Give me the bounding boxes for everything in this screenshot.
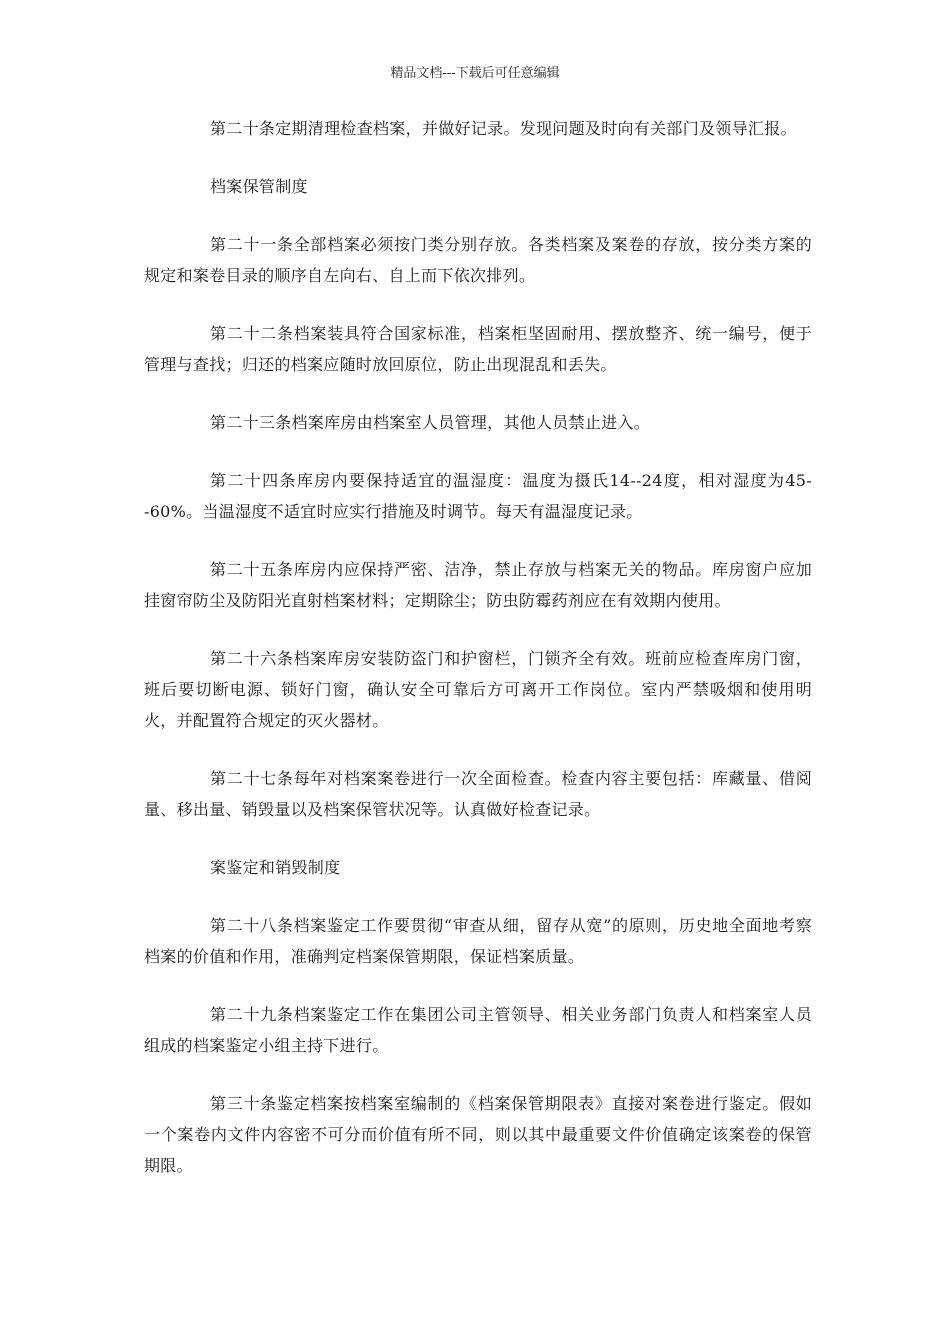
paragraph-article-26: 第二十六条档案库房安装防盗门和护窗栏，门锁齐全有效。班前应检查库房门窗，班后要切断电源、锁好门窗，确认安全可靠后方可离开工作岗位。室内严禁吸烟和使用明火，并配置符合规定的灭火器材。	[144, 649, 812, 730]
document-body	[144, 113, 812, 1208]
paragraph-article-23: 第二十三条档案库房由档案室人员管理，其他人员禁止进入。	[210, 413, 651, 432]
paragraph-article-20: 第二十条定期清理检查档案，并做好记录。发现问题及时向有关部门及领导汇报。	[210, 119, 797, 138]
page-header: 精品文档---下载后可任意编辑	[390, 66, 560, 81]
paragraph-article-24: 第二十四条库房内要保持适宜的温湿度：温度为摄氏14--24度，相对湿度为45--60%。当温湿度不适宜时应实行措施及时调节。每天有温湿度记录。	[144, 471, 812, 521]
section-heading-appraisal-destruction: 案鉴定和销毁制度	[210, 858, 341, 877]
section-heading-archive-storage: 档案保管制度	[210, 177, 308, 196]
paragraph-article-28: 第二十八条档案鉴定工作要贯彻“审查从细，留存从宽”的原则，历史地全面地考察档案的价值和作用，准确判定档案保管期限，保证档案质量。	[144, 916, 812, 966]
paragraph-article-21: 第二十一条全部档案必须按门类分别存放。各类档案及案卷的存放，按分类方案的规定和案卷目录的顺序自左向右、自上而下依次排列。	[144, 235, 812, 285]
paragraph-article-30: 第三十条鉴定档案按档案室编制的《档案保管期限表》直接对案卷进行鉴定。假如一个案卷内文件内容密不可分而价值有所不同，则以其中最重要文件价值确定该案卷的保管期限。	[144, 1094, 812, 1175]
paragraph-article-25: 第二十五条库房内应保持严密、洁净，禁止存放与档案无关的物品。库房窗户应加挂窗帘防尘及防阳光直射档案材料；定期除尘；防虫防霉药剂应在有效期内使用。	[144, 560, 812, 610]
paragraph-article-27: 第二十七条每年对档案案卷进行一次全面检查。检查内容主要包括：库藏量、借阅量、移出量、销毁量以及档案保管状况等。认真做好检查记录。	[144, 769, 812, 819]
paragraph-article-29: 第二十九条档案鉴定工作在集团公司主管领导、相关业务部门负责人和档案室人员组成的档案鉴定小组主持下进行。	[144, 1005, 812, 1055]
paragraph-article-22: 第二十二条档案装具符合国家标准，档案柜坚固耐用、摆放整齐、统一编号，便于管理与查找；归还的档案应随时放回原位，防止出现混乱和丢失。	[144, 324, 812, 374]
